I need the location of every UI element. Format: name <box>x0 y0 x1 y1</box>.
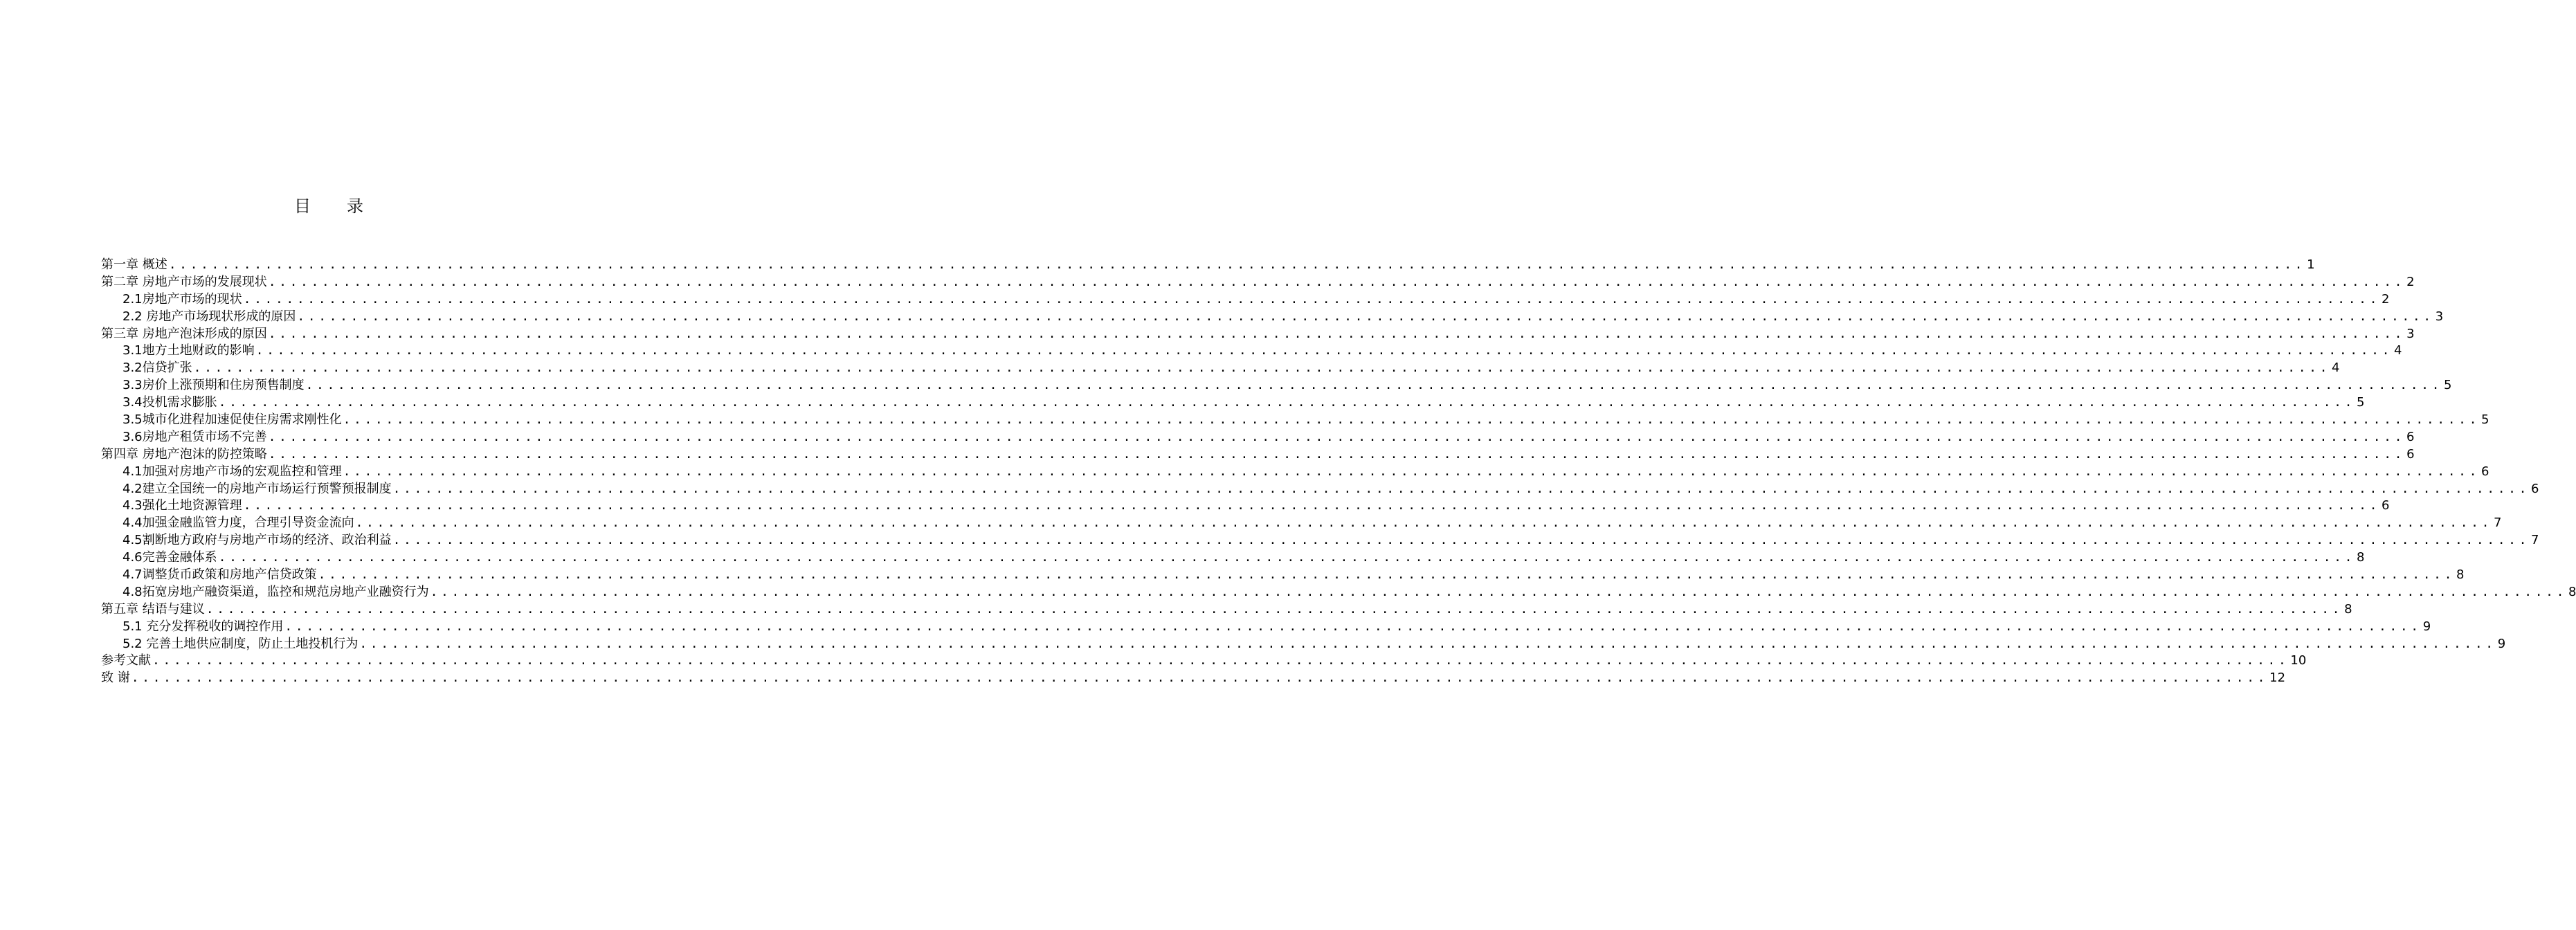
toc-entry <box>101 619 2431 636</box>
toc-entry-page-number: 3 <box>2435 309 2444 324</box>
toc-entry-label: 5.1 充分发挥税收的调控作用 <box>123 619 284 634</box>
toc-entry-page-number: 1 <box>2307 257 2315 272</box>
toc-entry-label: 第三章 房地产泡沫形成的原因 <box>101 326 267 341</box>
toc-entry <box>101 515 2502 532</box>
toc-entry-label: 第一章 概述 <box>101 257 167 272</box>
toc-entry-page-number: 7 <box>2494 516 2502 531</box>
toc-leader-dots: ........................................................................................................................................................................................................ <box>430 584 2568 599</box>
toc-entry-page-number: 6 <box>2531 481 2539 496</box>
toc-entry-page-number: 6 <box>2481 464 2489 479</box>
toc-leader-dots: ........................................................................................................................................................................................................ <box>268 429 2406 444</box>
toc-entry-label: 4.7调整货币政策和房地产信贷政策 <box>123 567 317 583</box>
toc-leader-dots: ........................................................................................................................................................................................................ <box>168 257 2306 272</box>
toc-entry-label: 3.3房价上涨预期和住房预售制度 <box>123 378 305 393</box>
toc-entry-label: 致 谢 <box>101 671 130 686</box>
toc-entry-label: 4.8拓宽房地产融资渠道，监控和规范房地产业融资行为 <box>123 584 429 599</box>
toc-leader-dots: ........................................................................................................................................................................................................ <box>318 567 2456 583</box>
toc-leader-dots: ........................................................................................................................................................................................................ <box>152 653 2289 668</box>
toc-leader-dots: ........................................................................................................................................................................................................ <box>284 619 2422 634</box>
toc-leader-dots: ........................................................................................................................................................................................................ <box>343 412 2480 428</box>
toc-entry-page-number: 10 <box>2290 653 2307 668</box>
toc-entry-page-number: 6 <box>2406 429 2415 444</box>
toc-leader-dots: ........................................................................................................................................................................................................ <box>255 343 2393 358</box>
toc-title-char-2: 录 <box>347 197 363 216</box>
toc-entry <box>101 532 2539 549</box>
toc-leader-dots: ........................................................................................................................................................................................................ <box>343 464 2480 479</box>
toc-leader-dots: ........................................................................................................................................................................................................ <box>243 291 2381 307</box>
toc-leader-dots: ........................................................................................................................................................................................................ <box>392 481 2530 496</box>
toc-title <box>0 197 657 216</box>
toc-entry-label: 第四章 房地产泡沫的防控策略 <box>101 446 267 462</box>
toc-entry-label: 3.5城市化进程加速促使住房需求刚性化 <box>123 412 342 428</box>
toc-entry <box>101 601 2352 619</box>
toc-leader-dots: ........................................................................................................................................................................................................ <box>268 326 2406 341</box>
toc-entry-label: 4.6完善金融体系 <box>123 550 217 565</box>
toc-leader-dots: ........................................................................................................................................................................................................ <box>297 309 2434 324</box>
toc-entry-page-number: 2 <box>2406 274 2415 289</box>
toc-entry <box>101 636 2506 653</box>
toc-entry-label: 5.2 完善土地供应制度，防止土地投机行为 <box>123 636 359 651</box>
toc-entry-label: 4.4加强金融监管力度，合理引导资金流向 <box>123 516 354 531</box>
toc-leader-dots: ........................................................................................................................................................................................................ <box>359 636 2496 651</box>
toc-entry <box>101 429 2415 446</box>
toc-leader-dots: ........................................................................................................................................................................................................ <box>193 361 2331 376</box>
toc-entry-label: 3.4投机需求膨胀 <box>123 395 217 410</box>
toc-leader-dots: ........................................................................................................................................................................................................ <box>268 446 2406 462</box>
toc-entry-page-number: 5 <box>2481 412 2489 428</box>
toc-entry-page-number: 6 <box>2406 446 2415 462</box>
toc-entry-page-number: 9 <box>2497 636 2506 651</box>
toc-entry <box>101 343 2402 360</box>
toc-entry-label: 4.5割断地方政府与房地产市场的经济、政治利益 <box>123 533 392 548</box>
toc-entry-page-number: 8 <box>2568 584 2576 599</box>
toc-leader-dots: ........................................................................................................................................................................................................ <box>218 550 2356 565</box>
toc-entry <box>101 309 2444 326</box>
toc-entry-label: 3.2信贷扩张 <box>123 361 192 376</box>
toc-entry <box>101 584 2576 601</box>
toc-leader-dots: ........................................................................................................................................................................................................ <box>355 516 2493 531</box>
toc-entry <box>101 360 2340 377</box>
toc-entry-label: 3.6房地产租赁市场不完善 <box>123 429 267 444</box>
toc-entry-page-number: 9 <box>2422 619 2431 634</box>
toc-leader-dots: ........................................................................................................................................................................................................ <box>392 533 2530 548</box>
table-of-contents <box>101 257 2576 687</box>
toc-entry <box>101 481 2539 498</box>
toc-entry-page-number: 2 <box>2382 291 2390 307</box>
toc-leader-dots: ........................................................................................................................................................................................................ <box>243 498 2381 513</box>
toc-entry-label: 3.1地方土地财政的影响 <box>123 343 255 358</box>
toc-entry <box>101 567 2465 584</box>
toc-leader-dots: ........................................................................................................................................................................................................ <box>206 601 2343 617</box>
toc-entry-page-number: 8 <box>2344 601 2352 617</box>
toc-entry-label: 2.2 房地产市场现状形成的原因 <box>123 309 296 324</box>
toc-entry <box>101 326 2415 343</box>
toc-entry-label: 4.1加强对房地产市场的宏观监控和管理 <box>123 464 342 479</box>
toc-entry-page-number: 8 <box>2357 550 2365 565</box>
toc-entry-page-number: 5 <box>2357 395 2365 410</box>
toc-entry-page-number: 4 <box>2332 361 2340 376</box>
toc-leader-dots: ........................................................................................................................................................................................................ <box>131 671 2269 686</box>
toc-leader-dots: ........................................................................................................................................................................................................ <box>268 274 2406 289</box>
toc-title-char-1: 目 <box>294 197 311 216</box>
toc-entry <box>101 670 2286 687</box>
toc-entry-label: 2.1房地产市场的现状 <box>123 291 242 307</box>
toc-entry <box>101 257 2315 274</box>
toc-leader-dots: ........................................................................................................................................................................................................ <box>218 395 2356 410</box>
toc-entry-page-number: 5 <box>2444 378 2452 393</box>
toc-entry-label: 4.3强化土地资源管理 <box>123 498 242 513</box>
toc-leader-dots: ........................................................................................................................................................................................................ <box>305 378 2443 393</box>
toc-entry-page-number: 12 <box>2269 671 2286 686</box>
toc-entry <box>101 549 2365 567</box>
toc-entry-page-number: 7 <box>2531 533 2539 548</box>
toc-entry-label: 参考文献 <box>101 653 151 668</box>
toc-entry <box>101 653 2307 670</box>
toc-entry <box>101 377 2452 394</box>
toc-entry <box>101 291 2390 309</box>
toc-entry <box>101 498 2390 515</box>
toc-entry-page-number: 4 <box>2394 343 2402 358</box>
toc-entry-page-number: 8 <box>2456 567 2465 583</box>
toc-entry-label: 第五章 结语与建议 <box>101 601 205 617</box>
toc-entry <box>101 446 2415 464</box>
toc-entry-page-number: 6 <box>2382 498 2390 513</box>
toc-entry <box>101 274 2415 291</box>
toc-entry <box>101 394 2365 412</box>
toc-entry-label: 第二章 房地产市场的发展现状 <box>101 274 267 289</box>
toc-entry-page-number: 3 <box>2406 326 2415 341</box>
toc-entry <box>101 464 2489 481</box>
toc-entry <box>101 412 2489 429</box>
toc-entry-label: 4.2建立全国统一的房地产市场运行预警预报制度 <box>123 481 392 496</box>
